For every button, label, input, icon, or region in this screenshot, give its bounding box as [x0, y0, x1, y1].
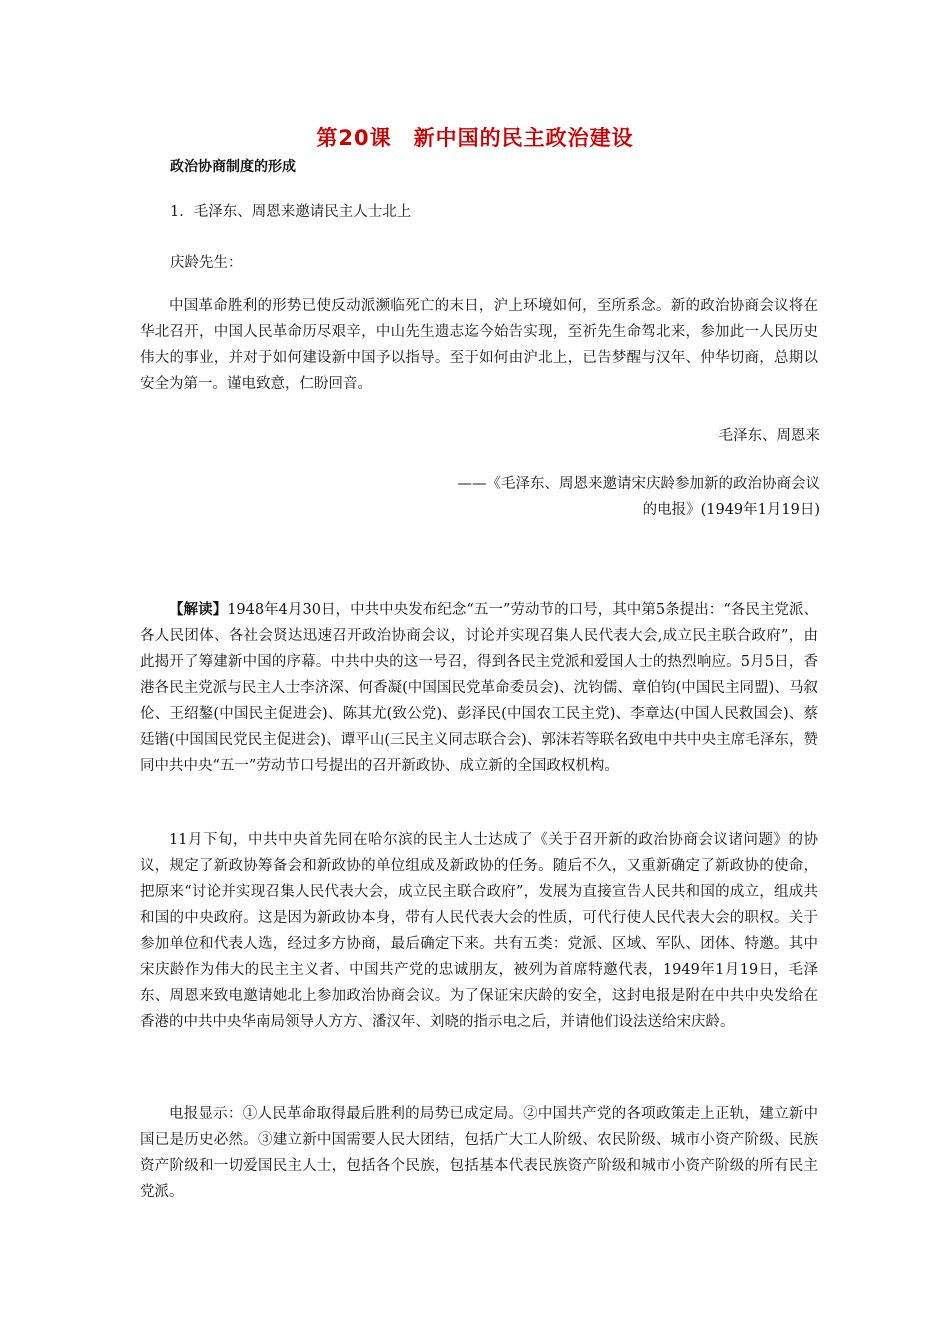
interpretation-paragraph-2: 11月下旬，中共中央首先同在哈尔滨的民主人士达成了《关于召开新的政治协商会议诸问题》的协议，规定了新政协筹备会和新政协的单位组成及新政协的任务。随后不久，又重新确定了新政协的使命，把原来“讨论并实现召集人民代表大会，成立民主联合政府”，发展为直接宣告人民共和国的成立，组成共和国的中央政府。这是因为新政协本身，带有人民代表大会的性质，可代行使人民代表大会的职权。关于参加单位和代表人选，经过多方协商，最后确定下来。共有五类：党派、区域、军队、团体、特邀。其中宋庆龄作为伟大的民主主义者、中国共产党的忠诚朋友，被列为首席特邀代表，1949年1月19日，毛泽东、周恩来致电邀请她北上参加政治协商会议。为了保证宋庆龄的安全，这封电报是附在中共中央发给在香港的中共中央华南局领导人方方、潘汉年、刘晓的指示电之后，并请他们设法送给宋庆龄。 [140, 832, 818, 1030]
letter-salutation: 庆龄先生： [170, 255, 243, 271]
lesson-title: 第20课 新中国的民主政治建设 [316, 126, 634, 150]
letter-signature: 毛泽东、周恩来 [718, 428, 820, 444]
interpretation-paragraph-1 [140, 597, 818, 779]
item-heading: 1．毛泽东、周恩来邀请民主人士北上 [170, 204, 412, 220]
source-citation-line1: ——《毛泽东、周恩来邀请宋庆龄参加新的政治协商会议 [457, 476, 820, 492]
section-heading: 政治协商制度的形成 [170, 159, 296, 175]
interpretation-paragraph-3: 电报显示：①人民革命取得最后胜利的局势已成定局。②中国共产党的各项政策走上正轨，建立新中国已是历史必然。③建立新中国需要人民大团结，包括广大工人阶级、农民阶级、城市小资产阶级、民族资产阶级和一切爱国民主人士，包括各个民族，包括基本代表民族资产阶级和城市小资产阶级的所有民主党派。 [140, 1106, 818, 1200]
interpretation-label: 【解读】 [169, 601, 228, 618]
letter-body: 中国革命胜利的形势已使反动派濒临死亡的末日，沪上环境如何，至所系念。新的政治协商会议将在华北召开，中国人民革命历尽艰辛，中山先生遗志迄今始告实现，至祈先生命驾北来，参加此一人民历史伟大的事业，并对于如何建设新中国予以指导。至于如何由沪北上，已告梦醒与汉年、仲华切商，总期以安全为第一。谨电致意，仁盼回音。 [140, 298, 818, 392]
source-citation-line2: 的电报》(1949年1月19日) [642, 502, 820, 518]
interpretation-text-1: 1948年4月30日，中共中央发布纪念“五一”劳动节的口号，其中第5条提出：“各民主党派、各人民团体、各社会贤达迅速召开政治协商会议，讨论并实现召集人民代表大会,成立民主联合政府”，由此揭开了筹建新中国的序幕。中共中央的这一号召，得到各民主党派和爱国人士的热烈响应。5月5日，香港各民主党派与民主人士李济深、何香凝(中国国民党革命委员会)、沈钧儒、章伯钧(中国民主同盟)、马叙伦、王绍鏊(中国民主促进会)、陈其尤(致公党)、彭泽民(中国农工民主党)、李章达(中国人民救国会)、蔡廷锴(中国国民党民主促进会)、谭平山(三民主义同志联合会)、郭沫若等联名致电中共中央主席毛泽东，赞同中共中央“五一”劳动节口号提出的召开新政协、成立新的全国政权机构。 [140, 602, 819, 774]
